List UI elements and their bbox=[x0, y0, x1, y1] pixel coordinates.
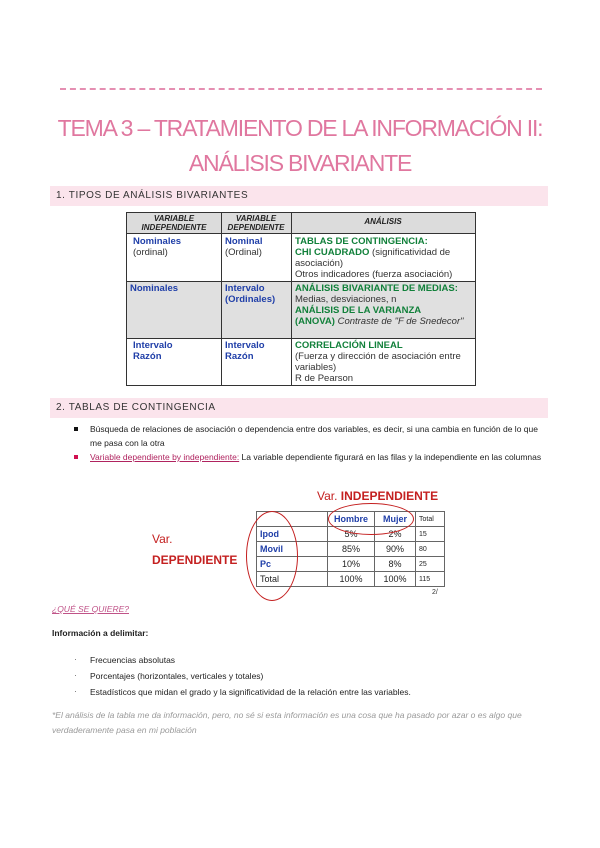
row-label: Pc bbox=[257, 557, 328, 572]
r1-ind: Nominales bbox=[133, 236, 182, 247]
row-label: Ipod bbox=[257, 527, 328, 542]
r3-ind2: Razón bbox=[133, 351, 162, 362]
contingency-table-figure bbox=[150, 487, 450, 602]
page-title-line1: TEMA 3 – TRATAMIENTO DE LA INFORMACIÓN II: bbox=[57, 115, 543, 141]
table-divider bbox=[291, 213, 292, 385]
row-label: Movil bbox=[257, 542, 328, 557]
r3-an2: (Fuerza y dirección de asociación entre variables) bbox=[295, 351, 461, 373]
col-header: Mujer bbox=[375, 512, 416, 527]
highlight-oval-columns bbox=[328, 503, 414, 535]
info-list bbox=[72, 652, 411, 700]
r3-an3: R de Pearson bbox=[295, 373, 354, 384]
header-dependiente: VARIABLE DEPENDIENTE bbox=[227, 214, 285, 232]
table-row: Movil 85% 90% 80 bbox=[257, 542, 445, 557]
r2-an4: (ANOVA) Contraste de "F de Snedecor" bbox=[295, 316, 464, 327]
r1-ind2: (ordinal) bbox=[133, 247, 168, 258]
row-label: Total bbox=[257, 572, 328, 587]
r1-dep2: (Ordinal) bbox=[225, 247, 262, 258]
dependent-label-1: Var. bbox=[152, 532, 173, 546]
section-heading-2: 2. TABLAS DE CONTINGENCIA bbox=[50, 398, 548, 418]
page-title-line2: ANÁLISIS BIVARIANTE bbox=[188, 150, 412, 176]
bivariate-types-table bbox=[126, 212, 476, 386]
bullet-square-icon bbox=[74, 455, 78, 459]
r3-ind: Intervalo bbox=[133, 340, 173, 351]
r1-an1: TABLAS DE CONTINGENCIA: bbox=[295, 236, 428, 247]
bullet-square-icon bbox=[74, 427, 78, 431]
r2-ind: Nominales bbox=[130, 283, 179, 294]
table-divider bbox=[221, 213, 222, 385]
r1-an3: Otros indicadores (fuerza asociación) bbox=[295, 269, 453, 280]
corner-mark: 2/ bbox=[432, 589, 438, 596]
r1-an2: CHI CUADRADO (significatividad de asociación) bbox=[295, 247, 451, 269]
list-item: · Frecuencias absolutas bbox=[72, 652, 411, 668]
dependent-by-independent-label: Variable dependiente by independiente: bbox=[90, 452, 240, 462]
header-independiente: VARIABLE INDEPENDIENTE bbox=[141, 214, 207, 232]
info-heading: Información a delimitar: bbox=[52, 628, 149, 638]
header-dashed-line bbox=[60, 88, 542, 90]
highlight-oval-rows bbox=[246, 511, 298, 601]
bullet-list bbox=[72, 422, 550, 464]
section-heading-1: 1. TIPOS DE ANÁLISIS BIVARIANTES bbox=[50, 186, 548, 206]
footnote: *El análisis de la tabla me da información, pero, no sé si esta información es una cosa que ha pasado por azar o es algo que verdaderamente pasa en mi población bbox=[52, 710, 522, 735]
r2-dep2: (Ordinales) bbox=[225, 294, 276, 305]
r3-dep: Intervalo bbox=[225, 340, 265, 351]
r2-an2: Medias, desviaciones, n bbox=[295, 294, 397, 305]
question-heading: ¿QUÉ SE QUIERE? bbox=[52, 604, 129, 614]
r3-an1: CORRELACIÓN LINEAL bbox=[295, 340, 403, 351]
table-row: Ipod 5% 2% 15 bbox=[257, 527, 445, 542]
list-item: Variable dependiente by independiente: La variable dependiente figurará en las filas y la independiente en las columnas bbox=[72, 450, 550, 464]
dependent-label-2: DEPENDIENTE bbox=[152, 553, 238, 567]
r2-dep: Intervalo bbox=[225, 283, 265, 294]
r3-dep2: Razón bbox=[225, 351, 254, 362]
table-row: Total 100% 100% 115 bbox=[257, 572, 445, 587]
independent-variable-label: Var. INDEPENDIENTE bbox=[317, 489, 439, 503]
table-row: Pc 10% 8% 25 bbox=[257, 557, 445, 572]
list-item: Búsqueda de relaciones de asociación o dependencia entre dos variables, es decir, si una cambia en función de lo que me pasa con la otra bbox=[72, 422, 550, 450]
col-header: Total bbox=[416, 512, 445, 527]
header-analisis: ANÁLISIS bbox=[364, 217, 402, 226]
list-item: · Estadísticos que midan el grado y la significatividad de la relación entre las variables. bbox=[72, 684, 411, 700]
list-item: · Porcentajes (horizontales, verticales y totales) bbox=[72, 668, 411, 684]
r2-an3: ANÁLISIS DE LA VARIANZA bbox=[295, 305, 422, 316]
r1-dep: Nominal bbox=[225, 236, 263, 247]
col-header: Hombre bbox=[328, 512, 375, 527]
r2-an1: ANÁLISIS BIVARIANTE DE MEDIAS: bbox=[295, 283, 458, 294]
